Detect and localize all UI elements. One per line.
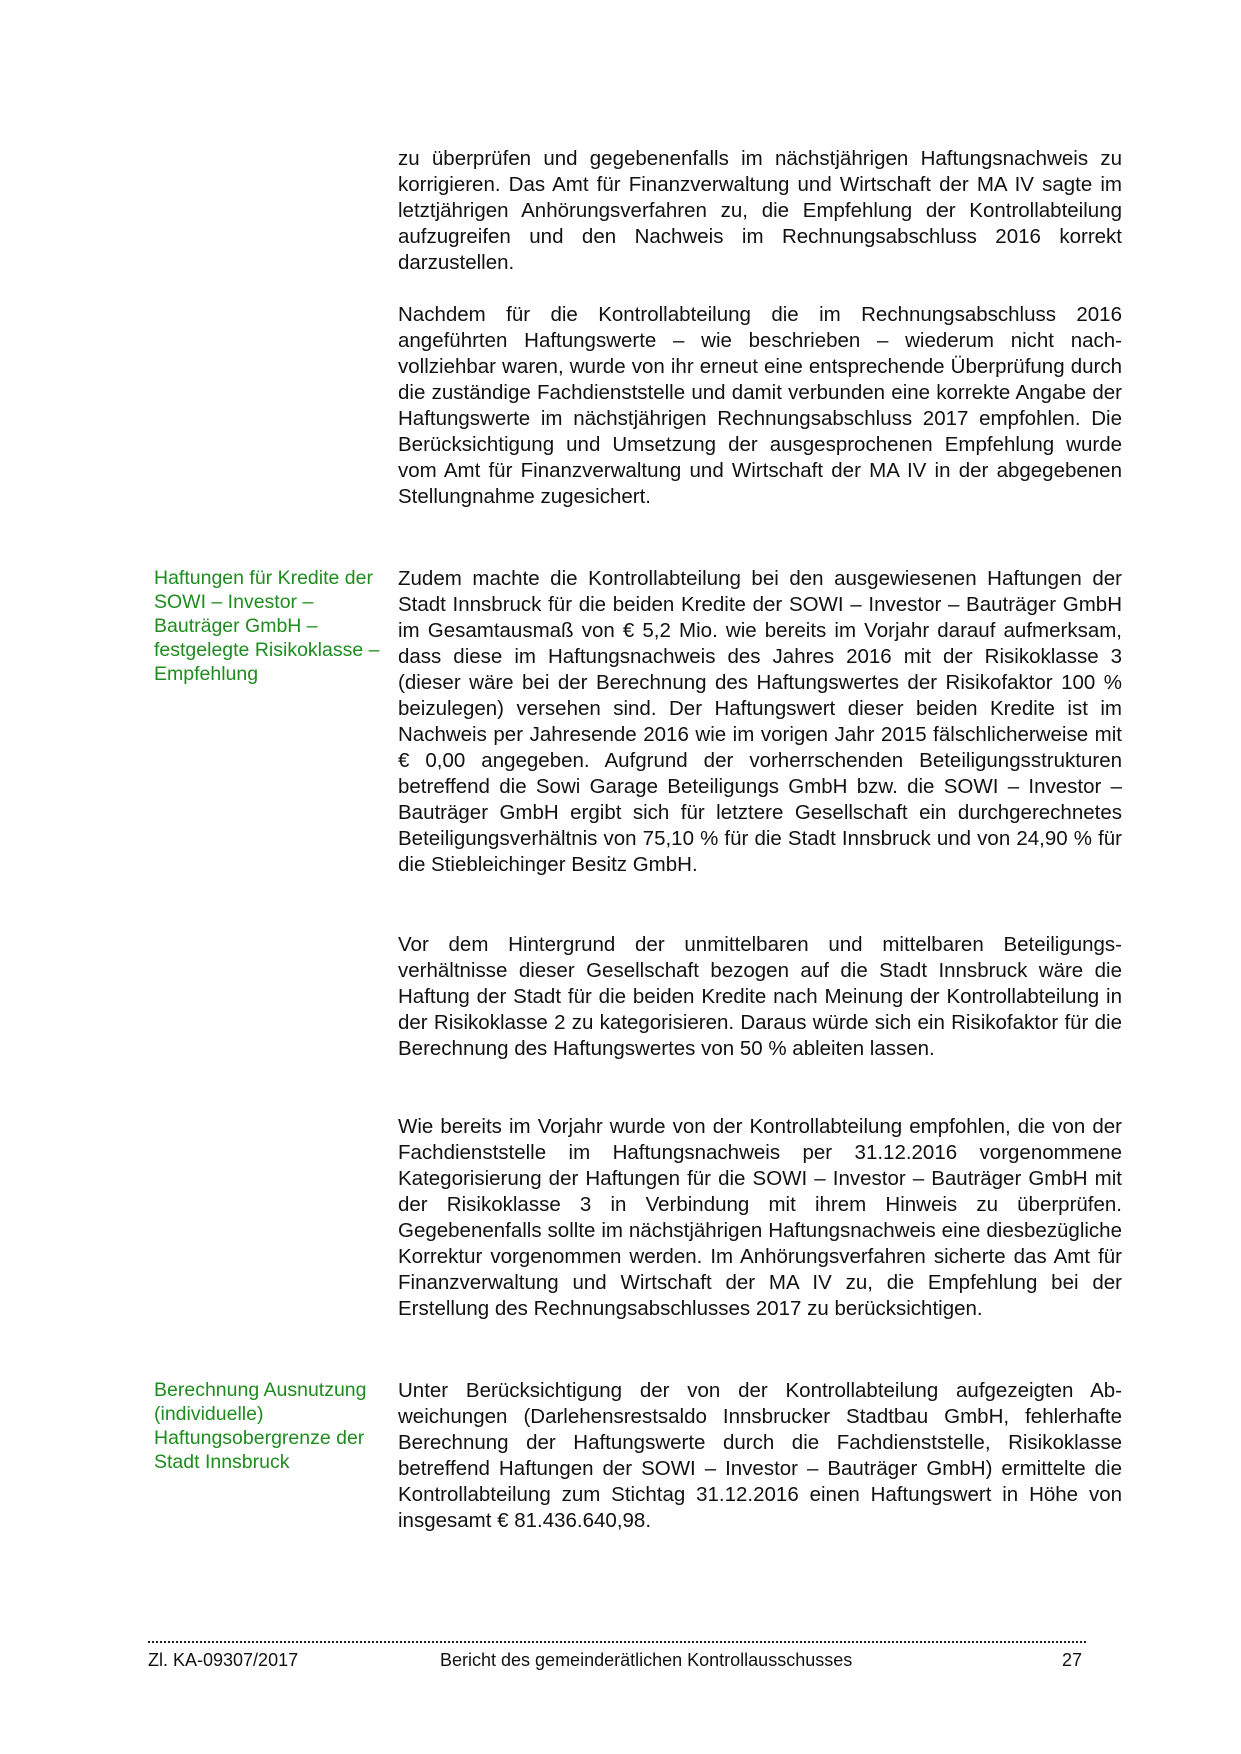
page-number: 27	[1062, 1650, 1083, 1670]
footer-title: Bericht des gemeinderätlichen Kontrollausschusses	[440, 1650, 853, 1670]
margin-heading-haftungsobergrenze: Berechnung Ausnutzung (individuelle) Haftungsobergrenze der Stadt Innsbruck	[154, 1379, 367, 1473]
margin-heading-sowi-haftungen: Haftungen für Kredite der SOWI – Investor – Bauträger GmbH – festgelegte Risikoklasse – Empfehlung	[154, 567, 380, 685]
footer-reference: Zl. KA-09307/2017	[148, 1650, 299, 1670]
footer-divider	[148, 1641, 1086, 1643]
body-paragraph: Zudem machte die Kontrollabteilung bei den ausgewiesenen Haftungen der Stadt Innsbruck für die beiden Kredite der SOWI – Investor – Bauträger GmbH im Gesamtausmaß von € 5,2 Mio. wie bereits im Vorjahr darauf aufmerksam, dass diese im Haftungsnachweis des Jahres 2016 mit der Risikoklasse 3 (dieser wäre bei der Berechnung des Haftungswertes der Risikofaktor 100 % beizulegen) versehen sind. Der Haftungswert dieser beiden Kredite ist im Nachweis per Jahresende 2016 wie im vorigen Jahr 2015 fälschlicherweise mit € 0,00 angegeben. Aufgrund der vorherrschenden Beteiligungsstrukturen betreffend die Sowi Garage Beteiligungs GmbH bzw. die SOWI – Investor – Bauträger GmbH ergibt sich für letztere Gesellschaft ein durchgerechnetes Beteiligungsverhältnis von 75,10 % für die Stadt Innsbruck und von 24,90 % für die Stiebleichinger Besitz GmbH.	[398, 567, 1122, 876]
body-paragraph: Nachdem für die Kontrollabteilung die im Rechnungsabschluss 2016 angeführten Haftungswerte – wie beschrieben – wiederum nicht nachvollziehbar waren, wurde von ihr erneut eine entsprechende Überprüfung durch die zuständige Fachdienststelle und damit verbunden eine korrekte Angabe der Haftungswerte im nächstjährigen Rechnungsabschluss 2017 empfohlen. Die Berücksichtigung und Umsetzung der ausgesprochenen Empfehlung wurde vom Amt für Finanzverwaltung und Wirtschaft der MA IV in der abgegebenen Stellungnahme zugesichert.	[398, 303, 1122, 508]
body-paragraph: zu überprüfen und gegebenenfalls im nächstjährigen Haftungsnachweis zu korrigieren. Das Amt für Finanzverwaltung und Wirtschaft der MA IV sagte im letztjährigen Anhörungsverfahren zu, die Empfehlung der Kontrollabteilung aufzugreifen und den Nachweis im Rechnungsabschluss 2016 korrekt darzustellen.	[398, 147, 1122, 274]
body-paragraph: Wie bereits im Vorjahr wurde von der Kontrollabteilung empfohlen, die von der Fachdienststelle im Haftungsnachweis per 31.12.2016 vorgenommene Kategorisierung der Haftungen für die SOWI – Investor – Bauträger GmbH mit der Risikoklasse 3 in Verbindung mit ihrem Hinweis zu überprüfen. Gegebenenfalls sollte im nächstjährigen Haftungsnachweis eine diesbezügliche Korrektur vorgenommen werden. Im Anhörungsverfahren sicherte das Amt für Finanzverwaltung und Wirtschaft der MA IV zu, die Empfehlung bei der Erstellung des Rechnungsabschlusses 2017 zu berücksichtigen.	[398, 1115, 1122, 1320]
body-paragraph: Vor dem Hintergrund der unmittelbaren und mittelbaren Beteiligungsverhältnisse dieser Gesellschaft bezogen auf die Stadt Innsbruck wäre die Haftung der Stadt für die beiden Kredite nach Meinung der Kontrollabteilung in der Risikoklasse 2 zu kategorisieren. Daraus würde sich ein Risikofaktor für die Berechnung des Haftungswertes von 50 % ableiten lassen.	[398, 933, 1122, 1060]
body-paragraph: Unter Berücksichtigung der von der Kontrollabteilung aufgezeigten Abweichungen (Darlehensrestsaldo Innsbrucker Stadtbau GmbH, fehlerhafte Berechnung der Haftungswerte durch die Fachdienststelle, Risikoklasse betreffend Haftungen der SOWI – Investor – Bauträger GmbH) ermittelte die Kontrollabteilung zum Stichtag 31.12.2016 einen Haftungswert in Höhe von insgesamt € 81.436.640,98.	[398, 1379, 1122, 1532]
